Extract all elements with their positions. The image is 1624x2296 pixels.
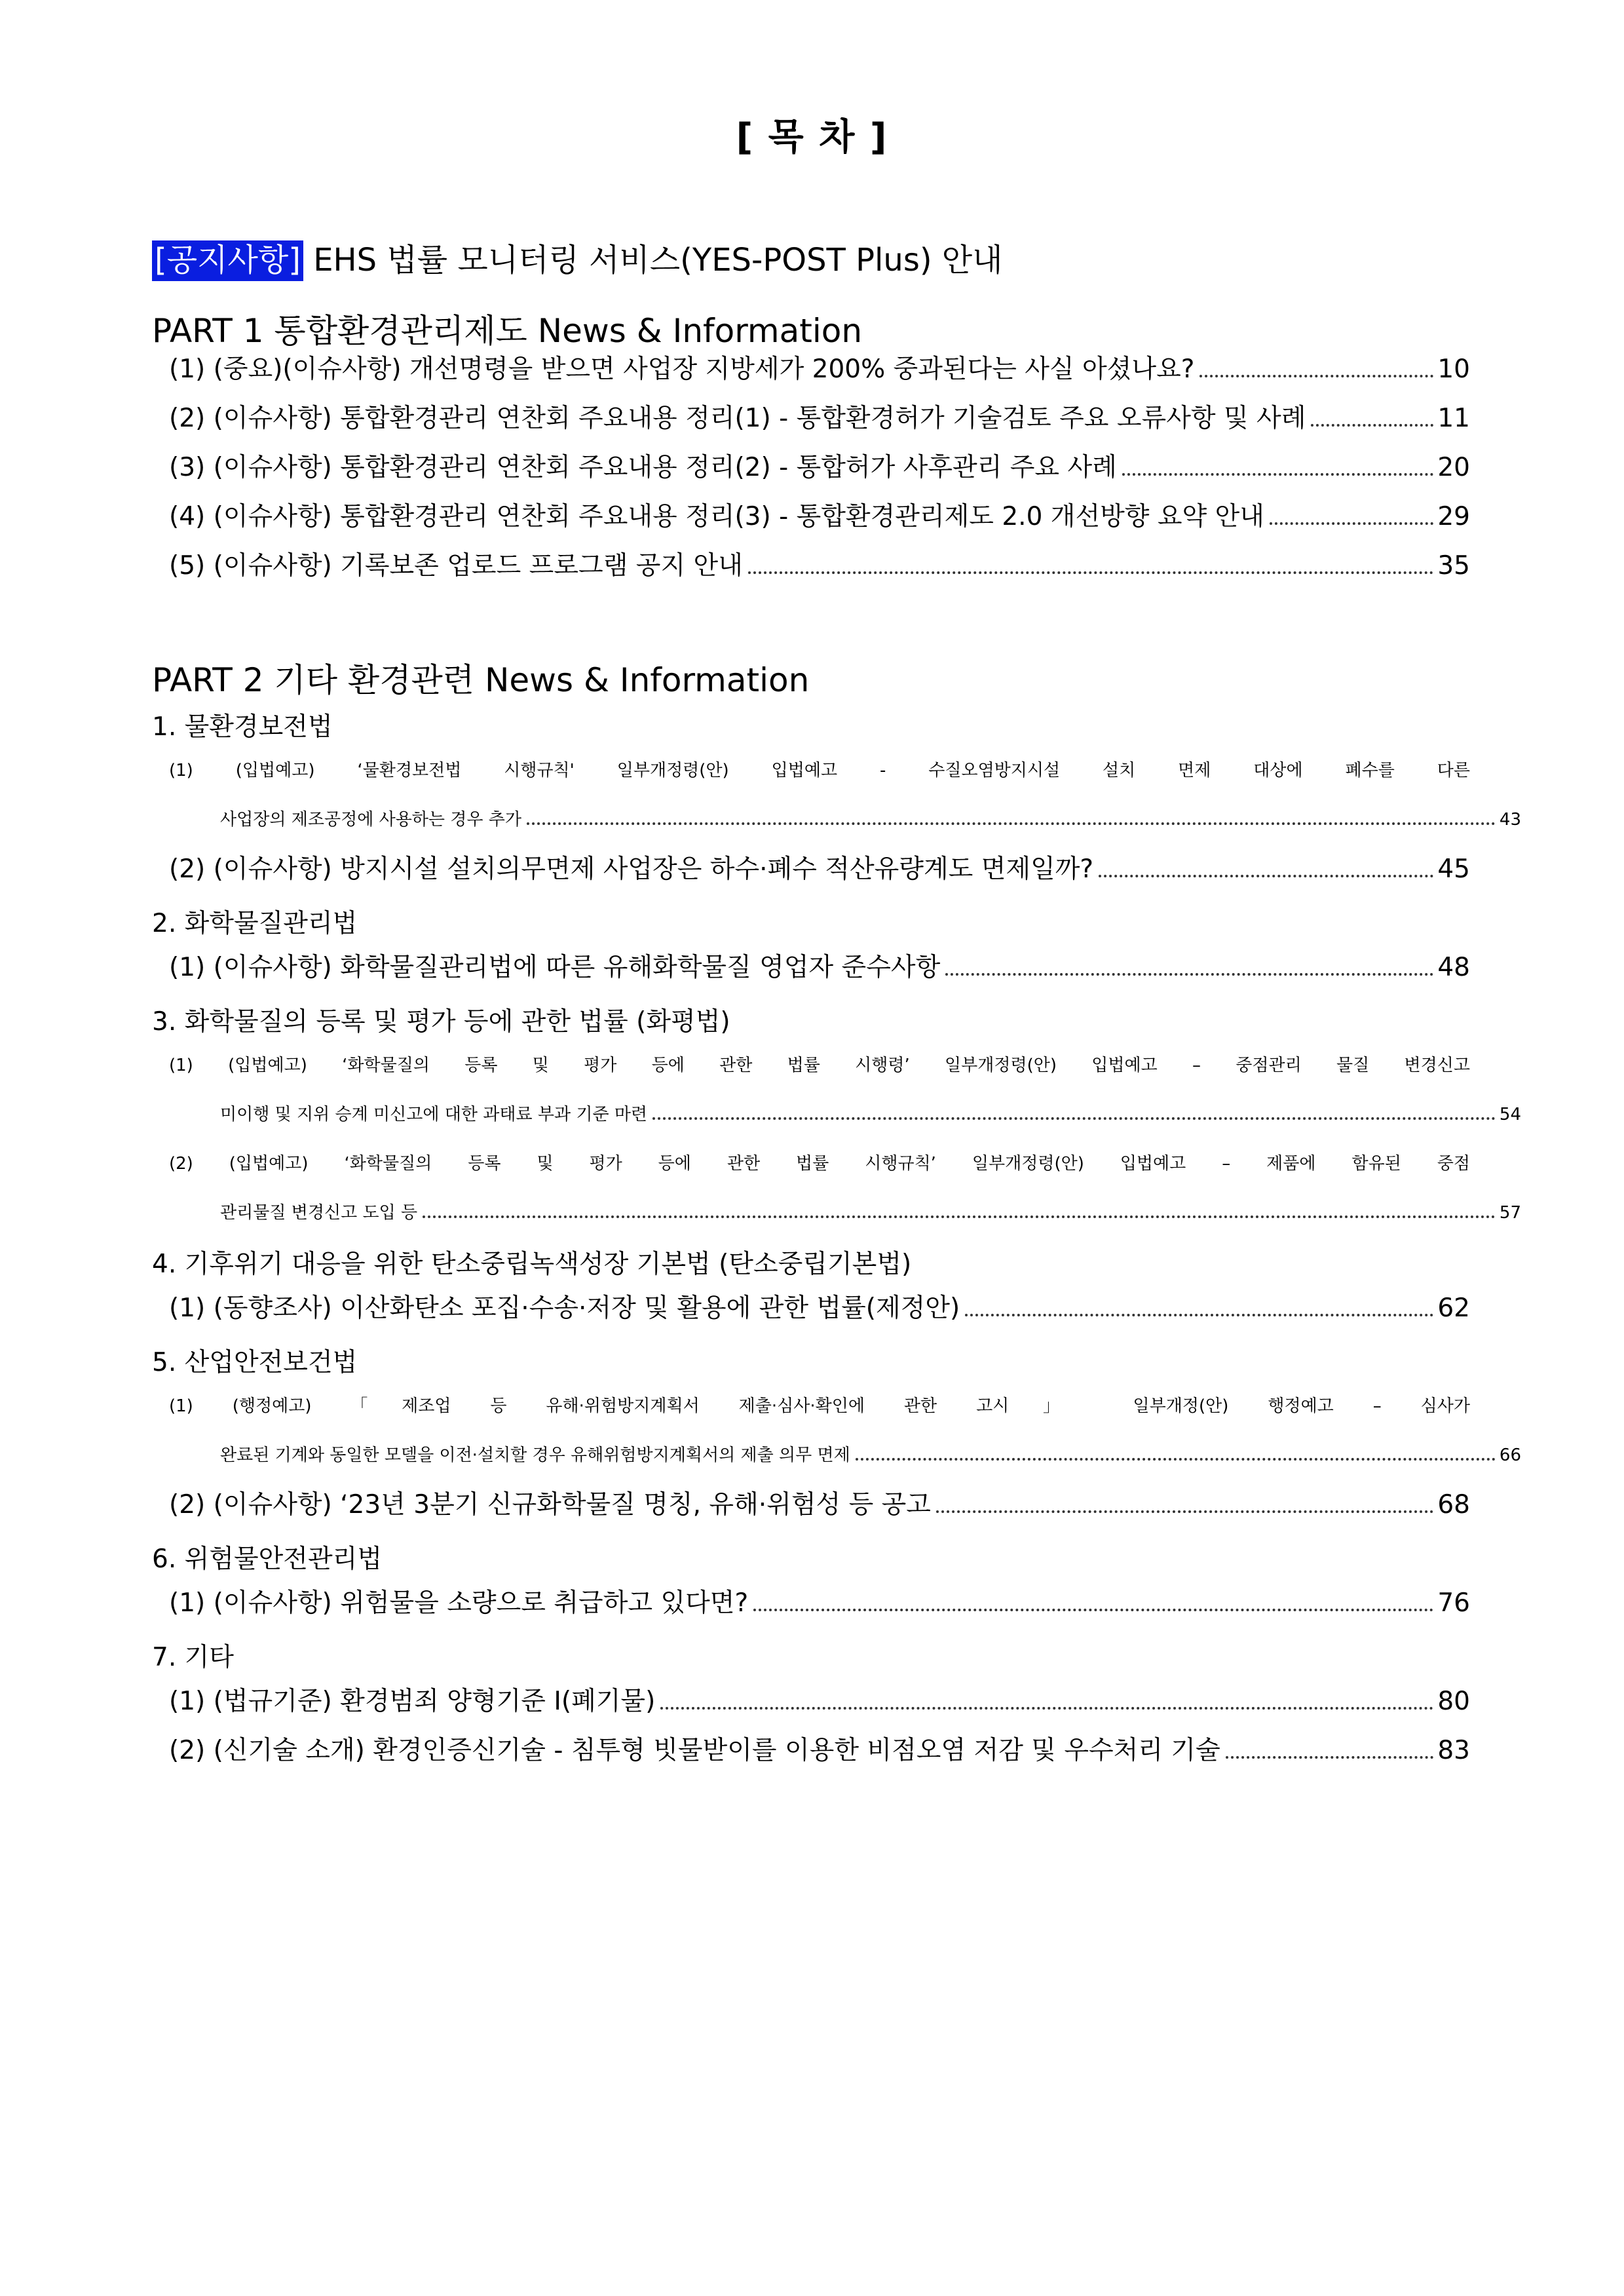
toc-entry[interactable] [169, 752, 1521, 839]
section-title: 2. 화학물질관리법 [152, 909, 358, 938]
toc-entry[interactable] [169, 498, 1470, 535]
toc-entry-text: (1) (이슈사항) 화학물질관리법에 따른 유해화학물질 영업자 준수사항 [169, 953, 941, 982]
dot-leader [936, 1510, 1433, 1513]
part1-heading: PART 1 통합환경관리제도 News & Information [152, 312, 863, 350]
toc-page-number: 83 [1437, 1736, 1470, 1765]
toc-entry[interactable] [169, 547, 1470, 584]
toc-page-number: 11 [1437, 404, 1470, 433]
section-title: 1. 물환경보전법 [152, 712, 333, 742]
toc-entry[interactable] [169, 449, 1470, 486]
section-title: 4. 기후위기 대응을 위한 탄소중립녹색성장 기본법 (탄소중립기본법) [152, 1250, 912, 1279]
toc-entry[interactable] [169, 400, 1470, 437]
dot-leader [423, 1215, 1496, 1218]
page-title: [ 목 차 ] [736, 116, 888, 159]
toc-entry-text-continued: 완료된 기계와 동일한 모델을 이전·설치할 경우 유해위험방지계획서의 제출 의무 면제 [220, 1445, 850, 1465]
toc-entry[interactable] [169, 1047, 1521, 1134]
toc-entry[interactable] [169, 851, 1470, 888]
toc-entry-text: (2) (신기술 소개) 환경인증신기술 - 침투형 빗물받이를 이용한 비점오염 저감 및 우수처리 기술 [169, 1736, 1220, 1765]
toc-entry-text: (4) (이슈사항) 통합환경관리 연찬회 주요내용 정리(3) - 통합환경관리제도 2.0 개선방향 요약 안내 [169, 502, 1264, 531]
part2-heading: PART 2 기타 환경관련 News & Information [152, 661, 810, 699]
toc-entry-text: (1) (입법예고) ‘화학물질의 등록 및 평가 등에 관한 법률 시행령’ 일부개정령(안) 입법예고 – 중점관리 물질 변경신고 [169, 1056, 1470, 1075]
toc-entry[interactable] [169, 1683, 1470, 1720]
dot-leader [660, 1707, 1433, 1710]
toc-entry[interactable] [169, 1388, 1521, 1474]
dot-leader [1270, 522, 1433, 525]
toc-page-number: 29 [1437, 502, 1470, 531]
notice-badge: [공지사항] [152, 240, 303, 281]
toc-entry-text-continued: 미이행 및 지위 승계 미신고에 대한 과태료 부과 기준 마련 [220, 1105, 648, 1124]
toc-entry[interactable] [169, 949, 1470, 986]
dot-leader [1099, 875, 1433, 877]
dot-leader [652, 1117, 1496, 1120]
dot-leader [1199, 375, 1433, 377]
section-title: 5. 산업안전보건법 [152, 1348, 358, 1377]
notice-text: EHS 법률 모니터링 서비스(YES-POST Plus) 안내 [303, 242, 1003, 278]
toc-entry-text: (1) (행정예고) 「제조업 등 유해·위험방지계획서 제출·심사·확인에 관한 고시」 일부개정(안) 행정예고 – 심사가 [169, 1396, 1470, 1416]
toc-page-number: 48 [1437, 953, 1470, 982]
dot-leader [856, 1458, 1496, 1461]
toc-page-number: 62 [1437, 1293, 1470, 1323]
section-title: 7. 기타 [152, 1643, 234, 1672]
toc-entry[interactable] [169, 1732, 1470, 1769]
toc-entry[interactable] [169, 351, 1470, 388]
toc-page-number: 10 [1437, 354, 1470, 384]
toc-entry-text: (2) (이슈사항) ‘23년 3분기 신규화학물질 명칭, 유해·위험성 등 공고 [169, 1490, 931, 1520]
toc-entry[interactable] [169, 1290, 1470, 1327]
toc-page-number: 35 [1437, 551, 1470, 581]
toc-page-number: 20 [1437, 453, 1470, 482]
toc-entry-text: (2) (이슈사항) 통합환경관리 연찬회 주요내용 정리(1) - 통합환경허가 기술검토 주요 오류사항 및 사례 [169, 404, 1306, 433]
toc-page-number: 68 [1437, 1490, 1470, 1520]
toc-page-number: 76 [1437, 1588, 1470, 1618]
toc-entry-text-continued: 사업장의 제조공정에 사용하는 경우 추가 [220, 810, 522, 830]
dot-leader [748, 571, 1433, 574]
toc-entry-text: (5) (이슈사항) 기록보존 업로드 프로그램 공지 안내 [169, 551, 743, 581]
toc-entry[interactable] [169, 1584, 1470, 1622]
dot-leader [527, 822, 1496, 825]
toc-entry[interactable] [169, 1486, 1470, 1523]
toc-entry-text: (2) (입법예고) ‘화학물질의 등록 및 평가 등에 관한 법률 시행규칙’ 일부개정령(안) 입법예고 – 제품에 함유된 중점 [169, 1154, 1470, 1174]
dot-leader [965, 1314, 1433, 1316]
section-title: 3. 화학물질의 등록 및 평가 등에 관한 법률 (화평법) [152, 1007, 730, 1037]
dot-leader [1311, 424, 1433, 427]
toc-page-number: 66 [1499, 1445, 1521, 1465]
toc-page-number: 45 [1437, 854, 1470, 884]
toc-entry-text: (1) (중요)(이슈사항) 개선명령을 받으면 사업장 지방세가 200% 중과된다는 사실 아셨나요? [169, 354, 1195, 384]
toc-entry-text: (2) (이슈사항) 방지시설 설치의무면제 사업장은 하수·폐수 적산유량계도 면제일까? [169, 854, 1094, 884]
toc-entry[interactable] [169, 1145, 1521, 1232]
toc-entry-text: (1) (법규기준) 환경범죄 양형기준 Ⅰ(폐기물) [169, 1687, 656, 1716]
toc-entry-text-continued: 관리물질 변경신고 도입 등 [220, 1203, 418, 1223]
toc-entry-text: (1) (동향조사) 이산화탄소 포집·수송·저장 및 활용에 관한 법률(제정안) [169, 1293, 960, 1323]
section-title: 6. 위험물안전관리법 [152, 1544, 382, 1574]
dot-leader [753, 1609, 1433, 1611]
dot-leader [945, 973, 1433, 976]
toc-page-number: 43 [1499, 810, 1521, 830]
toc-page-number: 80 [1437, 1687, 1470, 1716]
toc-page-number: 57 [1499, 1203, 1521, 1223]
toc-entry-text: (3) (이슈사항) 통합환경관리 연찬회 주요내용 정리(2) - 통합허가 사후관리 주요 사례 [169, 453, 1117, 482]
toc-entry-text: (1) (입법예고) ‘물환경보전법 시행규칙' 일부개정령(안) 입법예고 - 수질오염방지시설 설치 면제 대상에 폐수를 다른 [169, 761, 1470, 780]
toc-page-number: 54 [1499, 1105, 1521, 1124]
dot-leader [1226, 1756, 1434, 1759]
dot-leader [1122, 473, 1434, 476]
notice-line[interactable] [152, 235, 1003, 280]
toc-entry-text: (1) (이슈사항) 위험물을 소량으로 취급하고 있다면? [169, 1588, 749, 1618]
